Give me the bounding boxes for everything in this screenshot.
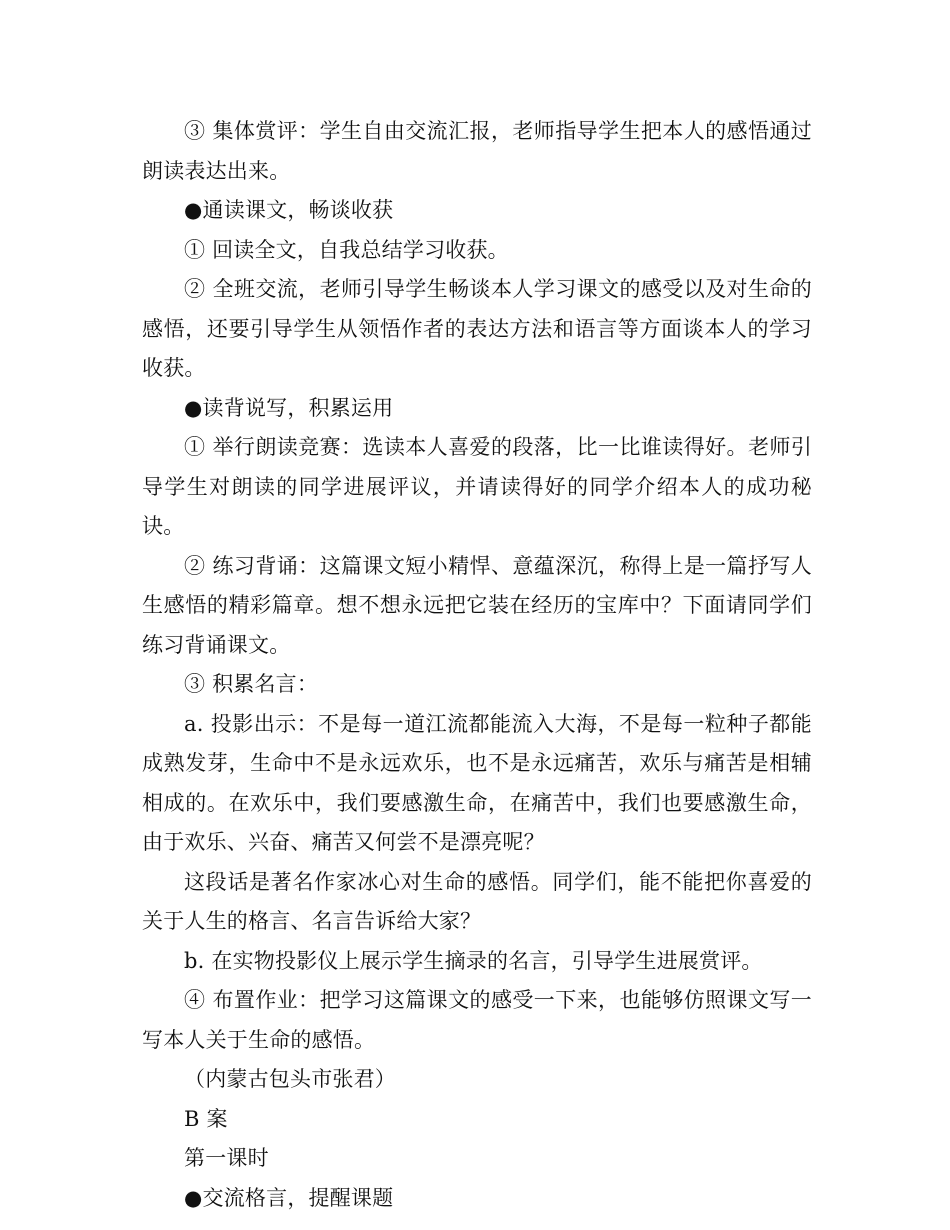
paragraph-projection-quote: a. 投影出示：不是每一道江流都能流入大海，不是每一粒种子都能成熟发芽，生命中不是永远欢乐，也不是永远痛苦，欢乐与痛苦是相辅相成的。在欢乐中，我们要感激生命，在痛苦中，我们也要感激生命，由于欢乐、兴奋、痛苦又何尝不是漂亮呢？ (142, 711, 812, 854)
paragraph-collective-appreciation: ③ 集体赏评：学生自由交流汇报，老师指导学生把本人的感悟通过朗读表达出来。 (142, 119, 812, 183)
section-heading-read-through: ●通读课文，畅谈收获 (184, 198, 394, 222)
lesson-label: 第一课时 (184, 1146, 269, 1170)
section-heading-read-recite-write: ●读背说写，积累运用 (184, 395, 394, 420)
paragraph-reread-full-text: ① 回读全文，自我总结学习收获。 (184, 237, 509, 262)
section-heading-exchange-quotes: ●交流格言，提醒课题 (184, 1185, 394, 1210)
paragraph-reading-contest: ① 举行朗读竞赛：选读本人喜爱的段落，比一比谁读得好。老师引导学生对朗读的同学进展评议，并请读得好的同学介绍本人的成功秘诀。 (142, 435, 812, 538)
paragraph-bingxin-note: 这段话是著名作家冰心对生命的感悟。同学们，能不能把你喜爱的关于人生的格言、名言告诉给大家？ (142, 869, 812, 933)
paragraph-projector-display: b. 在实物投影仪上展示学生摘录的名言，引导学生进展赏评。 (184, 948, 763, 973)
paragraph-recitation-practice: ② 练习背诵：这篇课文短小精悍、意蕴深沉，称得上是一篇抒写人生感悟的精彩篇章。想不想永远把它装在经历的宝库中？下面请同学们练习背诵课文。 (142, 553, 812, 657)
paragraph-class-exchange: ② 全班交流，老师引导学生畅谈本人学习课文的感受以及对生命的感悟，还要引导学生从领悟作者的表达方法和语言等方面谈本人的学习收获。 (142, 277, 812, 380)
document-page (142, 112, 812, 1218)
author-credit: （内蒙古包头市张君） (184, 1067, 396, 1091)
paragraph-accumulate-quotes: ③ 积累名言： (184, 672, 319, 696)
plan-label: B 案 (184, 1106, 228, 1131)
paragraph-homework: ④ 布置作业：把学习这篇课文的感受一下来，也能够仿照课文写一写本人关于生命的感悟。 (142, 988, 812, 1052)
